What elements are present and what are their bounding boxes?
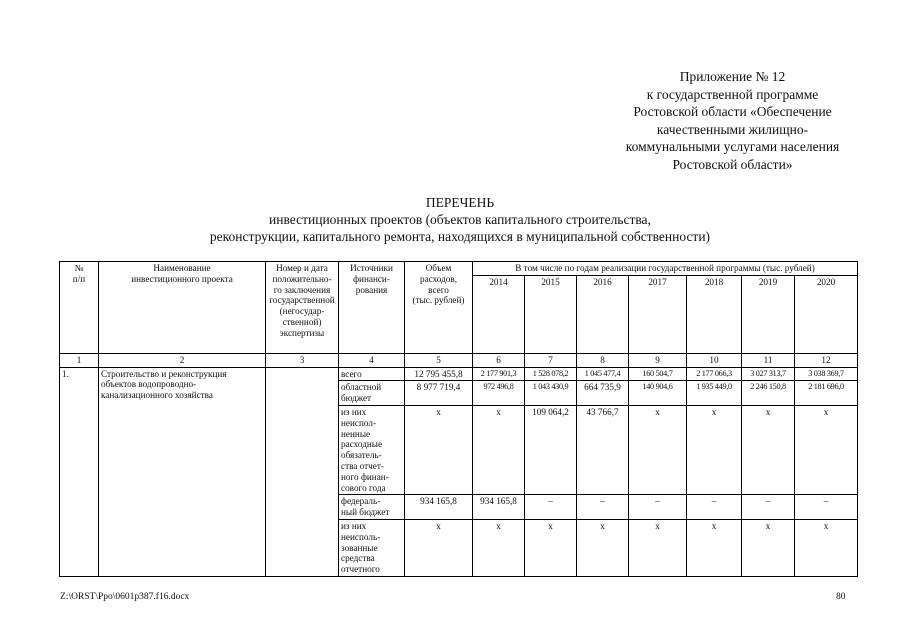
value-cell: – — [742, 495, 795, 520]
value-cell: х — [525, 519, 577, 576]
header-year: 2019 — [742, 275, 795, 353]
value-cell: 934 165,8 — [473, 495, 525, 520]
value-cell: х — [405, 519, 473, 576]
value-cell: 2 177 066,3 — [687, 367, 742, 381]
value-cell: 972 496,8 — [473, 381, 525, 406]
value-cell: х — [405, 405, 473, 494]
header-num: № п/п — [60, 262, 99, 354]
value-cell: 1 528 078,2 — [525, 367, 577, 381]
header-volume: Объем расходов, всего (тыс. рублей) — [405, 262, 473, 354]
value-cell: 1 935 449,0 — [687, 381, 742, 406]
value-cell: х — [473, 519, 525, 576]
project-name: Строительство и реконструкция объектов водопроводно- канализационного хозяйства — [99, 367, 266, 576]
project-expertise — [266, 367, 339, 576]
appendix-line: Ростовской области «Обеспечение — [633, 104, 832, 119]
column-number: 9 — [629, 353, 687, 367]
column-numbers-row — [60, 353, 858, 367]
header-year: 2020 — [795, 275, 858, 353]
column-number: 11 — [742, 353, 795, 367]
value-cell: 109 064,2 — [525, 405, 577, 494]
header-year: 2015 — [525, 275, 577, 353]
value-cell: 934 165,8 — [405, 495, 473, 520]
document-title — [60, 194, 860, 245]
header-year: 2017 — [629, 275, 687, 353]
value-cell: 1 043 430,9 — [525, 381, 577, 406]
value-cell: х — [795, 519, 858, 576]
value-cell: 12 795 455,8 — [405, 367, 473, 381]
column-number: 7 — [525, 353, 577, 367]
value-cell: – — [795, 495, 858, 520]
value-cell: х — [577, 519, 629, 576]
column-number: 6 — [473, 353, 525, 367]
value-cell: х — [687, 519, 742, 576]
value-cell: 43 766,7 — [577, 405, 629, 494]
value-cell: х — [795, 405, 858, 494]
column-number: 10 — [687, 353, 742, 367]
header-year: 2016 — [577, 275, 629, 353]
value-cell: х — [742, 519, 795, 576]
source-cell: из них неисполь- зованные средства отчетного — [339, 519, 405, 576]
value-cell: 3 038 369,7 — [795, 367, 858, 381]
title-line: инвестиционных проектов (объектов капитального строительства, — [269, 212, 651, 227]
appendix-line: Приложение № 12 — [679, 69, 786, 84]
value-cell: 1 045 477,4 — [577, 367, 629, 381]
column-number: 3 — [266, 353, 339, 367]
appendix-line: Ростовской области» — [672, 156, 793, 172]
value-cell: х — [629, 405, 687, 494]
value-cell: – — [525, 495, 577, 520]
header-row — [60, 262, 858, 276]
investment-projects-table — [59, 261, 858, 577]
header-year: 2018 — [687, 275, 742, 353]
header-years-group: В том числе по годам реализации государственной программы (тыс. рублей) — [473, 262, 858, 276]
title-line: реконструкции, капитального ремонта, находящихся в муниципальной собственности) — [209, 229, 711, 244]
column-number: 12 — [795, 353, 858, 367]
source-cell: федераль- ный бюджет — [339, 495, 405, 520]
footer-page-number: 80 — [836, 592, 846, 602]
value-cell: х — [629, 519, 687, 576]
column-number: 4 — [339, 353, 405, 367]
value-cell: 2 177 901,3 — [473, 367, 525, 381]
value-cell: – — [687, 495, 742, 520]
value-cell: 140 904,6 — [629, 381, 687, 406]
header-year: 2014 — [473, 275, 525, 353]
value-cell: х — [742, 405, 795, 494]
value-cell: х — [687, 405, 742, 494]
column-number: 5 — [405, 353, 473, 367]
title-heading: ПЕРЕЧЕНЬ — [425, 195, 495, 210]
appendix-line: качественными жилищно- — [656, 121, 809, 137]
value-cell: 2 246 150,8 — [742, 381, 795, 406]
value-cell: 664 735,9 — [577, 381, 629, 406]
column-number: 8 — [577, 353, 629, 367]
value-cell: 160 504,7 — [629, 367, 687, 381]
table-row — [60, 367, 858, 381]
value-cell: 8 977 719,4 — [405, 381, 473, 406]
column-number: 1 — [60, 353, 99, 367]
appendix-line: коммунальными услугами населения — [625, 139, 840, 154]
appendix-block — [600, 68, 865, 173]
source-cell: всего — [339, 367, 405, 381]
header-name: Наименование инвестиционного проекта — [99, 262, 266, 354]
value-cell: 2 181 696,0 — [795, 381, 858, 406]
source-cell: из них неиспол- ненные расходные обязатель- ства отчет- ного финан- сового года — [339, 405, 405, 494]
column-number: 2 — [99, 353, 266, 367]
value-cell: х — [473, 405, 525, 494]
value-cell: – — [577, 495, 629, 520]
header-sources: Источники финанси- рования — [339, 262, 405, 354]
header-expertise: Номер и дата положительно- го заключения государственной (негосудар- ственной) экспертизы — [266, 262, 339, 354]
value-cell: – — [629, 495, 687, 520]
value-cell: 3 027 313,7 — [742, 367, 795, 381]
footer-file-path: Z:\ORST\Ppo\0601p387.f16.docx — [60, 592, 190, 602]
project-num: 1. — [60, 367, 99, 576]
source-cell: областной бюджет — [339, 381, 405, 406]
appendix-line: к государственной программе — [646, 86, 819, 102]
